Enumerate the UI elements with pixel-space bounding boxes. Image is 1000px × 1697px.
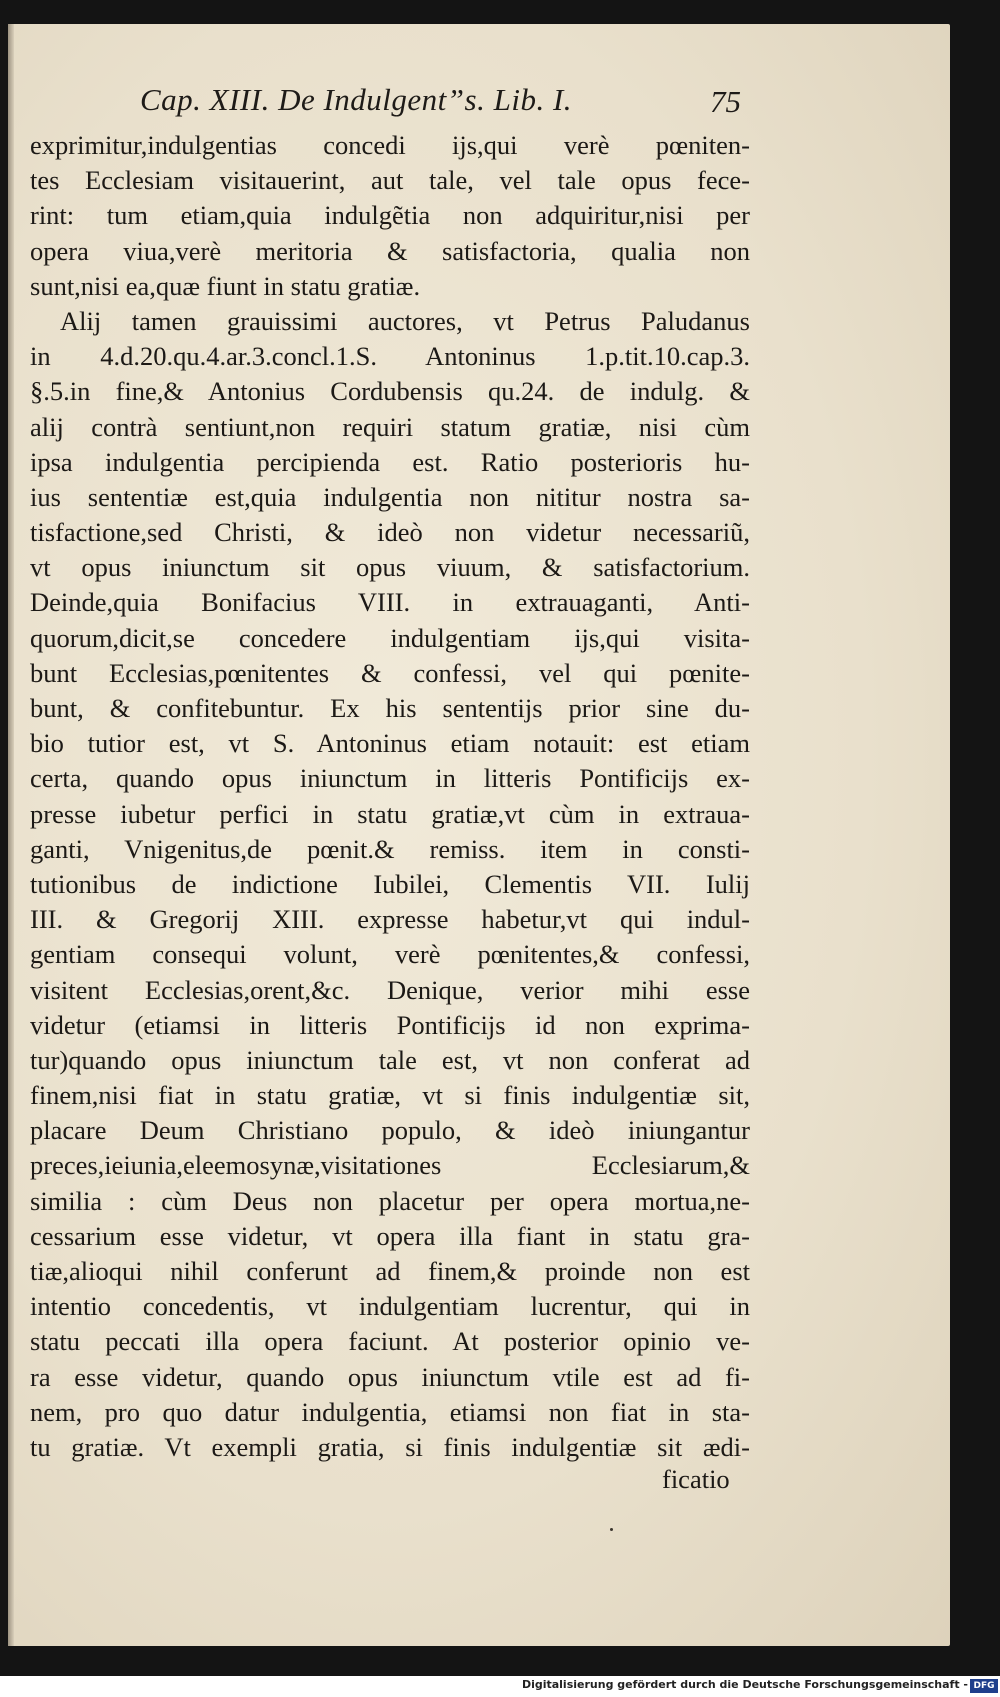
text-line: similia : cùm Deus non placetur per opera mortua,ne- [30, 1185, 750, 1216]
text-line: quorum,dicit,se concedere indulgentiam ijs,qui visita- [30, 622, 750, 653]
text-line: tur)quando opus iniunctum tale est, vt non conferat ad [30, 1044, 750, 1075]
text-line: ra esse videtur, quando opus iniunctum vtile est ad fi- [30, 1361, 750, 1392]
text-line: Alij tamen grauissimi auctores, vt Petrus Paludanus [60, 305, 750, 336]
text-line: placare Deum Christiano populo, & ideò iniungantur [30, 1115, 750, 1146]
text-line: Deinde,quia Bonifacius VIII. in extrauaganti, Anti- [30, 587, 750, 618]
text-line: tutionibus de indictione Iubilei, Clementis VII. Iulij [30, 868, 750, 899]
text-line: tisfactione,sed Christi, & ideò non videtur necessariũ, [30, 517, 750, 548]
text-line: cessarium esse videtur, vt opera illa fiant in statu gra- [30, 1220, 750, 1251]
text-line: tiæ,alioqui nihil conferunt ad finem,& proinde non est [30, 1256, 750, 1286]
body-text [30, 128, 750, 1465]
text-line: tu gratiæ. Vt exempli gratia, si finis indulgentiæ sit ædi- [30, 1431, 750, 1462]
text-line: bio tutior est, vt S. Antoninus etiam notauit: est etiam [30, 728, 750, 759]
text-line: videtur (etiamsi in litteris Pontificijs id non exprima- [30, 1009, 750, 1040]
text-line: preces,ieiunia,eleemosynæ,visitationes Ecclesiarum,& [30, 1150, 750, 1181]
ink-speck [610, 1528, 613, 1531]
text-line: gentiam consequi volunt, verè pœnitentes,& confessi, [30, 939, 750, 970]
text-line: alij contrà sentiunt,non requiri statum gratiæ, nisi cùm [30, 411, 750, 442]
text-line: ipsa indulgentia percipienda est. Ratio posterioris hu- [30, 446, 750, 477]
text-line: opera viua,verè meritoria & satisfactoria, qualia non [30, 235, 750, 266]
text-line: sunt,nisi ea,quæ fiunt in statu gratiæ. [30, 270, 421, 301]
text-line: in 4.d.20.qu.4.ar.3.concl.1.S. Antoninus 1.p.tit.10.cap.3. [30, 341, 750, 372]
text-line: statu peccati illa opera faciunt. At posterior opinio ve- [30, 1326, 750, 1357]
text-line: tes Ecclesiam visitauerint, aut tale, vel tale opus fece- [30, 165, 750, 196]
page-number: 75 [710, 84, 741, 119]
text-line: finem,nisi fiat in statu gratiæ, vt si finis indulgentiæ sit, [30, 1080, 750, 1111]
text-line: ius sententiæ est,quia indulgentia non nititur nostra sa- [30, 481, 750, 512]
digitization-credit: Digitalisierung gefördert durch die Deutsche Forschungsgemeinschaft - [521, 1678, 968, 1691]
text-line: visitent Ecclesias,orent,&c. Denique, verior mihi esse [30, 974, 750, 1005]
text-line: bunt Ecclesias,pœnitentes & confessi, vel qui pœnite- [30, 657, 750, 688]
running-title: Cap. XIII. De Indulgent”s. Lib. I. [140, 82, 573, 117]
text-line: certa, quando opus iniunctum in litteris Pontificijs ex- [30, 763, 750, 794]
page-spine-edge [8, 24, 14, 1646]
text-line: III. & Gregorij XIII. expresse habetur,vt qui indul- [30, 904, 750, 935]
text-line: vt opus iniunctum sit opus viuum, & satisfactorium. [30, 552, 750, 583]
text-line: §.5.in fine,& Antonius Cordubensis qu.24. de indulg. & [30, 376, 750, 407]
catchword: ficatio [662, 1464, 730, 1494]
text-line: exprimitur,indulgentias concedi ijs,qui verè pœniten- [30, 130, 750, 160]
text-line: ganti, Vnigenitus,de pœnit.& remiss. item in consti- [30, 833, 750, 864]
text-line: presse iubetur perfici in statu gratiæ,vt cùm in extraua- [30, 798, 750, 829]
text-line: intentio concedentis, vt indulgentiam lucrentur, qui in [30, 1291, 750, 1322]
running-head [140, 82, 750, 126]
dfg-logo: DFG [970, 1679, 998, 1693]
text-line: rint: tum etiam,quia indulgẽtia non adquiritur,nisi per [30, 200, 750, 231]
footer-bar [0, 1676, 1000, 1697]
text-line: bunt, & confitebuntur. Ex his sententijs prior sine du- [30, 693, 750, 723]
text-line: nem, pro quo datur indulgentia, etiamsi non fiat in sta- [30, 1396, 750, 1427]
